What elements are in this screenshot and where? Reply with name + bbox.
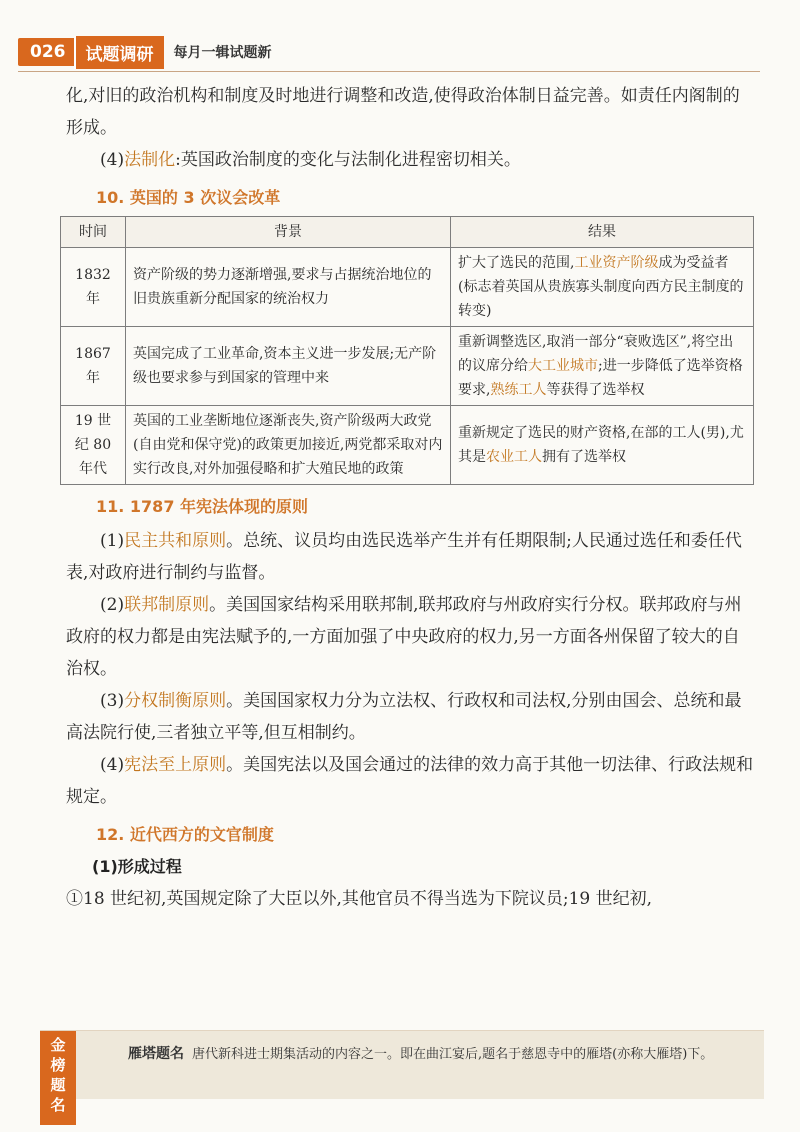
- series-name: 每月一辑试题新: [173, 45, 272, 61]
- row-result: 重新规定了选民的财产资格,在部的工人(男),尤其是农业工人拥有了选举权: [451, 406, 754, 485]
- row-result: 扩大了选民的范围,工业资产阶级成为受益者(标志着英国从贵族寡头制度向西方民主制度的转变): [451, 248, 754, 327]
- footer-box: [40, 1030, 764, 1114]
- reform-table: [60, 216, 754, 485]
- item-highlight: 法制化: [124, 150, 176, 170]
- principle-item: (2)联邦制原则。美国国家结构采用联邦制,联邦政府与州政府实行分权。联邦政府与州政府的权力都是由宪法赋予的,一方面加强了中央政府的权力,另一方面各州保留了较大的自治权。: [66, 595, 742, 679]
- table-row: [61, 327, 754, 406]
- intro-paragraph: 化,对旧的政治机构和制度及时地进行调整和改造,使得政治体制日益完善。如责任内阁制的形成。: [66, 86, 740, 138]
- item-prefix: (4): [100, 150, 125, 170]
- subsection-title: (1)形成过程: [92, 857, 182, 876]
- page-header: [18, 34, 272, 70]
- principle-item: (3)分权制衡原则。美国国家权力分为立法权、行政权和司法权,分别由国会、总统和最高法院行使,三者独立平等,但互相制约。: [66, 691, 742, 743]
- page-content: [66, 80, 756, 915]
- section-10-title: 10. 英国的 3 次议会改革: [96, 188, 281, 207]
- table-row: [61, 248, 754, 327]
- footer-title: 雁塔题名: [128, 1046, 184, 1062]
- section-name: 试题调研: [74, 36, 164, 69]
- footer-badge: 金 榜 题 名: [40, 1031, 76, 1125]
- row-background: 资产阶级的势力逐渐增强,要求与占据统治地位的旧贵族重新分配国家的统治权力: [126, 248, 451, 327]
- table-row: [61, 406, 754, 485]
- row-background: 英国完成了工业革命,资本主义进一步发展;无产阶级也要求参与到国家的管理中来: [126, 327, 451, 406]
- table-header-row: [61, 217, 754, 248]
- header-result: 结果: [451, 217, 754, 248]
- row-time: 1832 年: [61, 248, 126, 327]
- row-background: 英国的工业垄断地位逐渐丧失,资产阶级两大政党(自由党和保守党)的政策更加接近,两党都采取对内实行改良,对外加强侵略和扩大殖民地的政策: [126, 406, 451, 485]
- intro-item-4: [66, 144, 756, 176]
- header-divider: [18, 71, 760, 72]
- row-time: 19 世纪 80 年代: [61, 406, 126, 485]
- section-11-title: 11. 1787 年宪法体现的原则: [96, 497, 309, 516]
- item-text: :英国政治制度的变化与法制化进程密切相关。: [175, 150, 521, 170]
- row-result: 重新调整选区,取消一部分“衰败选区”,将空出的议席分给大工业城市;进一步降低了选举资格要求,熟练工人等获得了选举权: [451, 327, 754, 406]
- footer-text: 雁塔题名 唐代新科进士期集活动的内容之一。即在曲江宴后,题名于慈恩寺中的雁塔(亦称大雁塔)下。: [128, 1046, 714, 1062]
- header-background: 背景: [126, 217, 451, 248]
- page-number: 026: [18, 38, 74, 66]
- header-time: 时间: [61, 217, 126, 248]
- principle-item: (1)民主共和原则。总统、议员均由选民选举产生并有任期限制;人民通过选任和委任代表,对政府进行制约与监督。: [66, 531, 742, 583]
- row-time: 1867 年: [61, 327, 126, 406]
- principle-item: (4)宪法至上原则。美国宪法以及国会通过的法律的效力高于其他一切法律、行政法规和规定。: [66, 755, 754, 807]
- section-12-title: 12. 近代西方的文官制度: [96, 825, 274, 844]
- section-12-paragraph: ①18 世纪初,英国规定除了大臣以外,其他官员不得当选为下院议员;19 世纪初,: [66, 889, 653, 909]
